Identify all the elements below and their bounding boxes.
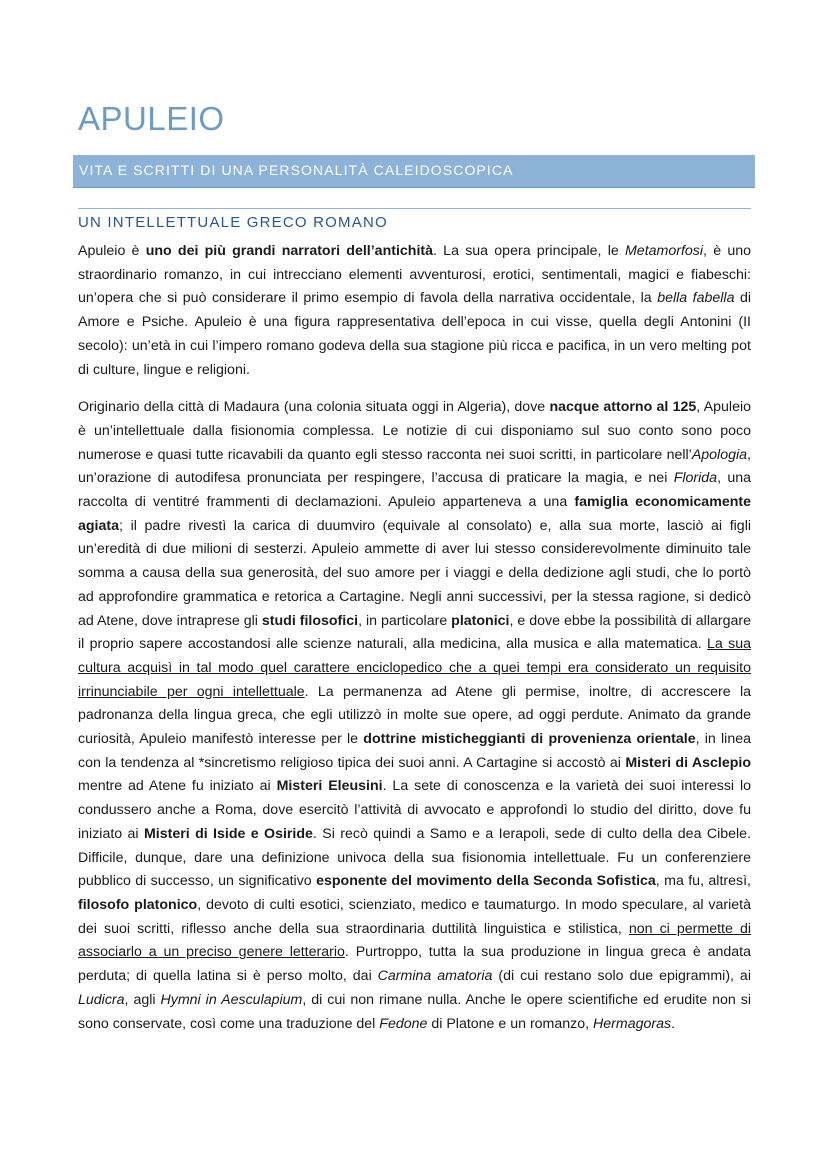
paragraph-2: [78, 396, 751, 1036]
bold-text: platonici: [451, 612, 510, 629]
section-divider: [78, 208, 751, 209]
text-run: di Platone e un romanzo,: [427, 1015, 594, 1032]
text-run: . La sua opera principale, le: [433, 243, 625, 259]
text-run: , un’orazione di autodifesa pronunciata per respingere, l’accusa di praticare la magia, e nei: [78, 446, 751, 487]
text-run: Apuleio è: [78, 243, 146, 259]
section-heading: UN INTELLETTUALE GRECO ROMANO: [78, 214, 388, 231]
bold-text: Misteri di Iside e Osiride: [143, 825, 313, 842]
italic-text: Fedone: [379, 1015, 428, 1032]
page-title: APULEIO: [78, 100, 225, 137]
italic-text: Carmina amatoria: [377, 968, 493, 985]
italic-text: bella fabella: [657, 290, 735, 307]
underlined-text: non ci permette di associarlo a un preciso genere letterario: [78, 920, 751, 961]
text-run: mentre ad Atene fu iniziato ai: [78, 778, 277, 795]
text-run: , agli: [124, 991, 161, 1008]
italic-text: Hermagoras: [593, 1015, 672, 1032]
bold-text: nacque attorno al 125: [549, 399, 697, 416]
text-run: , è uno straordinario romanzo, in cui intrecciano elementi avventurosi, erotici, sentimentali, magici e fiabeschi: un’opera che si può considerare il primo esempio di favola della narrativa occidentale, la: [78, 243, 752, 307]
document-body: [78, 240, 751, 1050]
bold-text: uno dei più grandi narratori dell’antichità: [145, 243, 434, 259]
bold-text: dottrine misticheggianti di provenienza orientale: [363, 731, 696, 748]
text-run: , devoto di culti esotici, scienziato, medico e taumaturgo. In modo speculare, al varietà dei suoi scritti, riflesso anche della sua straordinaria duttilità linguistica e stilistica,: [78, 896, 751, 937]
text-run: . La permanenza ad Atene gli permise, inoltre, di accrescere la padronanza della lingua greca, che egli utilizzò in molte sue opere, ad oggi perdute. Animato da grande curiosità, Apuleio manifestò interesse per le: [78, 683, 752, 748]
italic-text: Apologia: [691, 446, 748, 463]
text-run: , Apuleio è un’intellettuale dalla fisionomia complessa. Le notizie di cui disponiamo sul suo conto sono poco numerose e quasi tutte ricavabili da quanto egli stesso racconta nei suoi scritti, in particolare nell’: [78, 399, 752, 463]
text-run: , di cui non rimane nulla. Anche le opere scientifiche ed erudite non si sono conservate, così come una traduzione del: [78, 991, 751, 1032]
text-run: , in particolare: [358, 612, 452, 629]
text-run: , ma fu, altresì,: [655, 873, 751, 890]
bold-text: filosofo platonico: [78, 896, 198, 913]
text-run: . Purtroppo, tutta la sua produzione in lingua greca è andata perduta; di quella latina si è perso molto, dai: [78, 944, 751, 985]
text-run: . La sete di conoscenza e la varietà dei suoi interessi lo condussero anche a Roma, dove esercitò l’attività di avvocato e approfondì lo studio del diritto, dove fu iniziato ai: [78, 778, 751, 842]
text-run: , in linea con la tendenza al *sincretismo religioso tipica dei suoi anni. A Cartagine si accostò ai: [78, 731, 752, 771]
italic-text: Florida: [673, 470, 718, 487]
text-run: .: [671, 1015, 676, 1032]
italic-text: Metamorfosi: [624, 243, 704, 259]
text-run: di Amore e Psiche. Apuleio è una figura rappresentativa dell’epoca in cui visse, quella degli Antonini (II secolo): un’età in cui l’impero romano godeva della sua stagione più ricca e pacifica, in un vero melting pot di culture, lingue e religioni.: [78, 290, 751, 378]
bold-text: Misteri di Asclepio: [625, 754, 751, 771]
text-run: , una raccolta di ventitré frammenti di declamazioni. Apuleio apparteneva a una: [78, 470, 752, 511]
underlined-text: La sua cultura acquisì in tal modo quel carattere enciclopedico che a quei tempi era considerato un requisito irrinunciabile per ogni intellettuale: [78, 636, 752, 700]
italic-text: Ludicra: [78, 991, 125, 1008]
text-run: . Si recò quindi a Samo e a Ierapoli, sede di culto della dea Cibele. Difficile, dunque, dare una definizione univoca della sua fisionomia intellettuale. Fu un conferenziere pubblico di successo, un significativo: [78, 825, 752, 890]
italic-text: Hymni in Aesculapium: [160, 991, 303, 1008]
bold-text: Misteri Eleusini: [276, 778, 383, 795]
text-run: (di cui restano solo due epigrammi), ai: [492, 968, 751, 985]
paragraph-1: [78, 240, 751, 382]
subtitle-banner: [73, 155, 755, 188]
text-run: , e dove ebbe la possibilità di allargare il proprio sapere accostandosi alle scienze naturali, alla medicina, alla musica e alla matematica.: [78, 612, 751, 653]
bold-text: famiglia economicamente agiata: [78, 494, 751, 534]
text-run: Originario della città di Madaura (una colonia situata oggi in Algeria), dove: [78, 399, 550, 416]
text-run: ; il padre rivestì la carica di duumviro (equivale al consolato) e, alla sua morte, lasciò ai figli un’eredità di due milioni di sesterzi. Apuleio ammette di aver lui stesso considerevolmente diminuito tale somma a causa della sua generosità, del suo amore per i viaggi e della dedizione agli studi, che lo portò ad approfondire grammatica e retorica a Cartagine. Negli anni successivi, per la stessa ragione, si dedicò ad Atene, dove intraprese gli: [78, 517, 751, 629]
subtitle-text: VITA E SCRITTI DI UNA PERSONALITÀ CALEIDOSCOPICA: [79, 162, 514, 178]
bold-text: studi filosofici: [261, 612, 359, 629]
bold-text: esponente del movimento della Seconda Sofistica: [316, 873, 656, 890]
